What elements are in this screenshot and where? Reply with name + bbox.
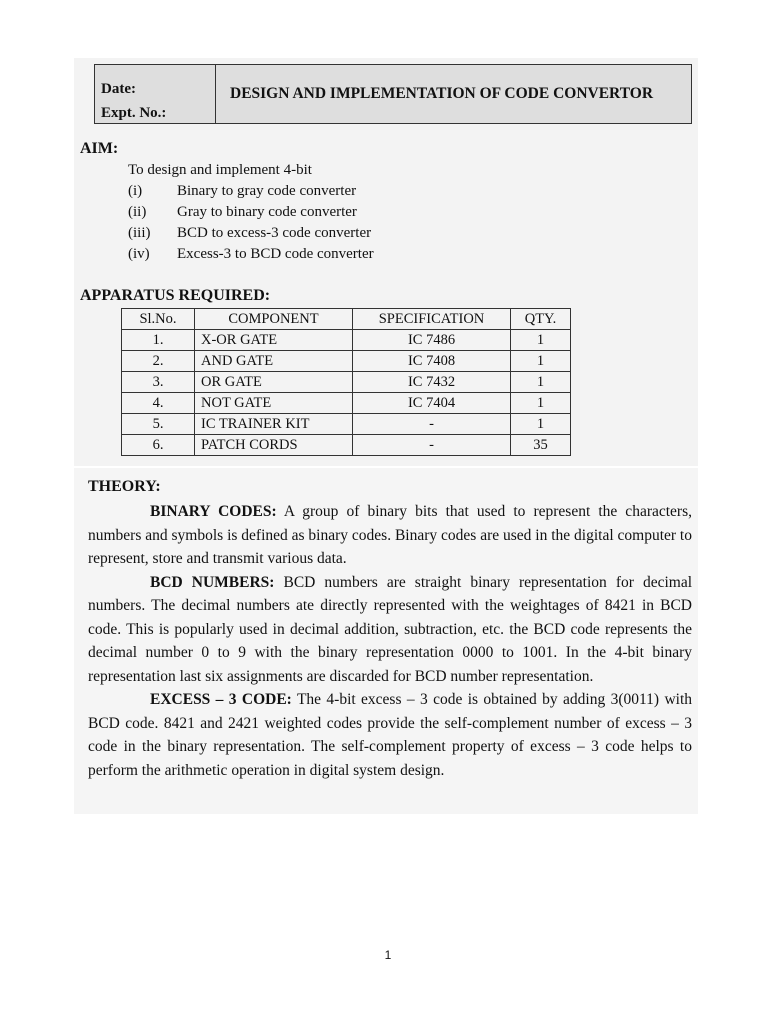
table-cell: IC 7408 <box>353 351 511 372</box>
table-cell: AND GATE <box>195 351 353 372</box>
aim-item-number: (i) <box>128 183 143 199</box>
column-header: Sl.No. <box>122 309 195 330</box>
table-cell: 1. <box>122 330 195 351</box>
date-label: Date: <box>101 81 136 97</box>
table-cell: 6. <box>122 435 195 456</box>
expt-no-label: Expt. No.: <box>101 105 167 121</box>
theory-paragraph-binary-codes <box>88 500 692 571</box>
aim-item <box>128 202 374 223</box>
table-cell: - <box>353 414 511 435</box>
table-cell: 1 <box>511 330 571 351</box>
table-cell: IC TRAINER KIT <box>195 414 353 435</box>
aim-item-number: (iii) <box>128 225 151 241</box>
table-cell: 4. <box>122 393 195 414</box>
table-cell: NOT GATE <box>195 393 353 414</box>
column-header: COMPONENT <box>195 309 353 330</box>
column-header: QTY. <box>511 309 571 330</box>
table-row <box>122 393 571 414</box>
aim-item-text: BCD to excess-3 code converter <box>177 225 372 241</box>
table-cell: 35 <box>511 435 571 456</box>
apparatus-heading: APPARATUS REQUIRED: <box>80 287 271 304</box>
theory-paragraph-bcd-numbers <box>88 571 692 689</box>
experiment-header <box>94 64 692 124</box>
apparatus-table <box>121 308 571 456</box>
table-cell: - <box>353 435 511 456</box>
paragraph-text: The 4-bit excess – 3 code is obtained by adding 3(0011) with BCD code. 8421 and 2421 weighted codes provide the self-complement number of excess – 3 code in the binary representation. The self-complement property of excess – 3 code helps to perform the arithmetic operation in digital system design. <box>88 691 693 779</box>
term-label: BINARY CODES: <box>150 503 277 520</box>
term-label: BCD NUMBERS: <box>150 573 275 591</box>
aim-item-text: Binary to gray code converter <box>177 183 357 199</box>
table-cell: IC 7404 <box>353 393 511 414</box>
paragraph-text: A group of binary bits that used to represent the characters, numbers and symbols is defined as binary codes. Binary codes are used in the digital computer to represent, store and transmit various data. <box>88 503 692 567</box>
theory-paragraph-excess-3-code <box>88 688 692 782</box>
table-cell: 1 <box>511 372 571 393</box>
table-cell: 5. <box>122 414 195 435</box>
theory-heading: THEORY: <box>88 478 161 495</box>
table-cell: 2. <box>122 351 195 372</box>
aim-item <box>128 223 374 244</box>
aim-list <box>128 160 374 265</box>
page-number: 1 <box>384 948 392 962</box>
table-cell: 3. <box>122 372 195 393</box>
table-row <box>122 435 571 456</box>
table-header-row <box>122 309 571 330</box>
table-row <box>122 351 571 372</box>
table-cell: 1 <box>511 414 571 435</box>
header-meta <box>95 65 216 123</box>
aim-intro: To design and implement 4-bit <box>128 162 312 178</box>
table-row <box>122 330 571 351</box>
aim-item <box>128 244 374 265</box>
paragraph-text: BCD numbers are straight binary representation for decimal numbers. The decimal numbers ate directly represented with the weightages of 8421 in BCD code. This is popularly used in decimal addition, subtraction, etc. the BCD code represents the decimal number 0 to 9 with the binary representation 0000 to 1001. In the 4-bit binary representation last six assignments are discarded for BCD number representation. <box>88 573 692 685</box>
table-cell: 1 <box>511 393 571 414</box>
aim-item-text: Excess-3 to BCD code converter <box>177 246 374 262</box>
table-row <box>122 414 571 435</box>
aim-item-number: (iv) <box>128 246 150 262</box>
aim-item <box>128 181 374 202</box>
theory-body <box>88 500 692 782</box>
table-cell: OR GATE <box>195 372 353 393</box>
table-cell: 1 <box>511 351 571 372</box>
experiment-title: DESIGN AND IMPLEMENTATION OF CODE CONVERTOR <box>230 85 654 102</box>
table-cell: IC 7432 <box>353 372 511 393</box>
table-cell: PATCH CORDS <box>195 435 353 456</box>
table-cell: IC 7486 <box>353 330 511 351</box>
table-cell: X-OR GATE <box>195 330 353 351</box>
aim-heading: AIM: <box>80 140 119 157</box>
term-label: EXCESS – 3 CODE: <box>150 691 292 708</box>
column-header: SPECIFICATION <box>353 309 511 330</box>
aim-item-number: (ii) <box>128 204 147 220</box>
table-row <box>122 372 571 393</box>
aim-item-text: Gray to binary code converter <box>177 204 357 220</box>
